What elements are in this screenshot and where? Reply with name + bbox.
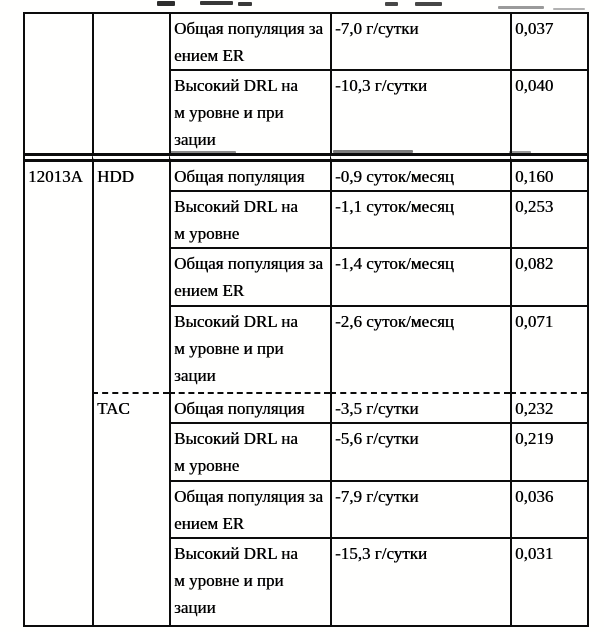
effect-cell: -10,3 г/сутки <box>330 69 510 153</box>
pvalue-cell: 0,037 <box>510 14 587 69</box>
pvalue-cell: 0,036 <box>510 480 587 537</box>
population-cell <box>169 537 330 625</box>
pvalue-cell: 0,219 <box>510 422 587 480</box>
effect-cell: -2,6 суток/месяц <box>330 305 510 392</box>
population-cell <box>169 69 330 153</box>
population-cell <box>169 480 330 537</box>
population-line: зации <box>174 366 216 385</box>
population-line: зации <box>174 130 216 149</box>
results-table <box>23 12 589 627</box>
population-line: Общая популяция за <box>174 487 323 506</box>
population-line: Высокий DRL на <box>174 312 298 331</box>
effect-cell: -1,1 суток/месяц <box>330 190 510 247</box>
population-line: Общая популяция за <box>174 19 323 38</box>
effect-cell: -5,6 г/сутки <box>330 422 510 480</box>
study-id-cell: 12013A <box>25 153 92 625</box>
population-cell <box>169 153 330 190</box>
population-cell <box>169 14 330 69</box>
population-cell <box>169 247 330 305</box>
measure-cell: HDD <box>92 153 169 392</box>
population-cell <box>169 392 330 422</box>
population-cell <box>169 190 330 247</box>
pvalue-cell: 0,071 <box>510 305 587 392</box>
table-row <box>25 14 587 69</box>
pvalue-cell: 0,253 <box>510 190 587 247</box>
measure-cell <box>92 14 169 153</box>
population-line: Высокий DRL на <box>174 76 298 95</box>
population-line: зации <box>174 598 216 617</box>
population-line: Высокий DRL на <box>174 429 298 448</box>
scan-artifact <box>415 2 442 6</box>
scan-artifact <box>200 1 233 5</box>
table-row <box>25 392 587 422</box>
pvalue-cell: 0,031 <box>510 537 587 625</box>
population-cell <box>169 305 330 392</box>
population-line: Общая популяция за <box>174 254 323 273</box>
pvalue-cell: 0,040 <box>510 69 587 153</box>
population-line: Высокий DRL на <box>174 197 298 216</box>
scan-artifact <box>498 6 544 9</box>
population-line: м уровне <box>174 224 240 243</box>
population-line: м уровне и при <box>174 103 284 122</box>
pvalue-cell: 0,082 <box>510 247 587 305</box>
study-id-cell <box>25 14 92 153</box>
population-line: м уровне и при <box>174 339 284 358</box>
effect-cell: -7,0 г/сутки <box>330 14 510 69</box>
population-line: Общая популяция <box>174 399 305 418</box>
scan-artifact <box>553 8 585 10</box>
table-row <box>25 153 587 190</box>
population-line: ением ER <box>174 46 245 65</box>
effect-cell: -7,9 г/сутки <box>330 480 510 537</box>
population-line: м уровне <box>174 456 240 475</box>
population-line: ением ER <box>174 514 245 533</box>
effect-cell: -0,9 суток/месяц <box>330 153 510 190</box>
population-line: ением ER <box>174 281 245 300</box>
pvalue-cell: 0,232 <box>510 392 587 422</box>
population-cell <box>169 422 330 480</box>
scan-artifact <box>157 1 175 6</box>
effect-cell: -1,4 суток/месяц <box>330 247 510 305</box>
pvalue-cell: 0,160 <box>510 153 587 190</box>
scan-artifact <box>385 2 398 6</box>
population-line: Высокий DRL на <box>174 544 298 563</box>
scan-artifact <box>238 2 252 6</box>
measure-cell: TAC <box>92 392 169 625</box>
population-line: м уровне и при <box>174 571 284 590</box>
effect-cell: -15,3 г/сутки <box>330 537 510 625</box>
effect-cell: -3,5 г/сутки <box>330 392 510 422</box>
population-line: Общая популяция <box>174 167 305 186</box>
